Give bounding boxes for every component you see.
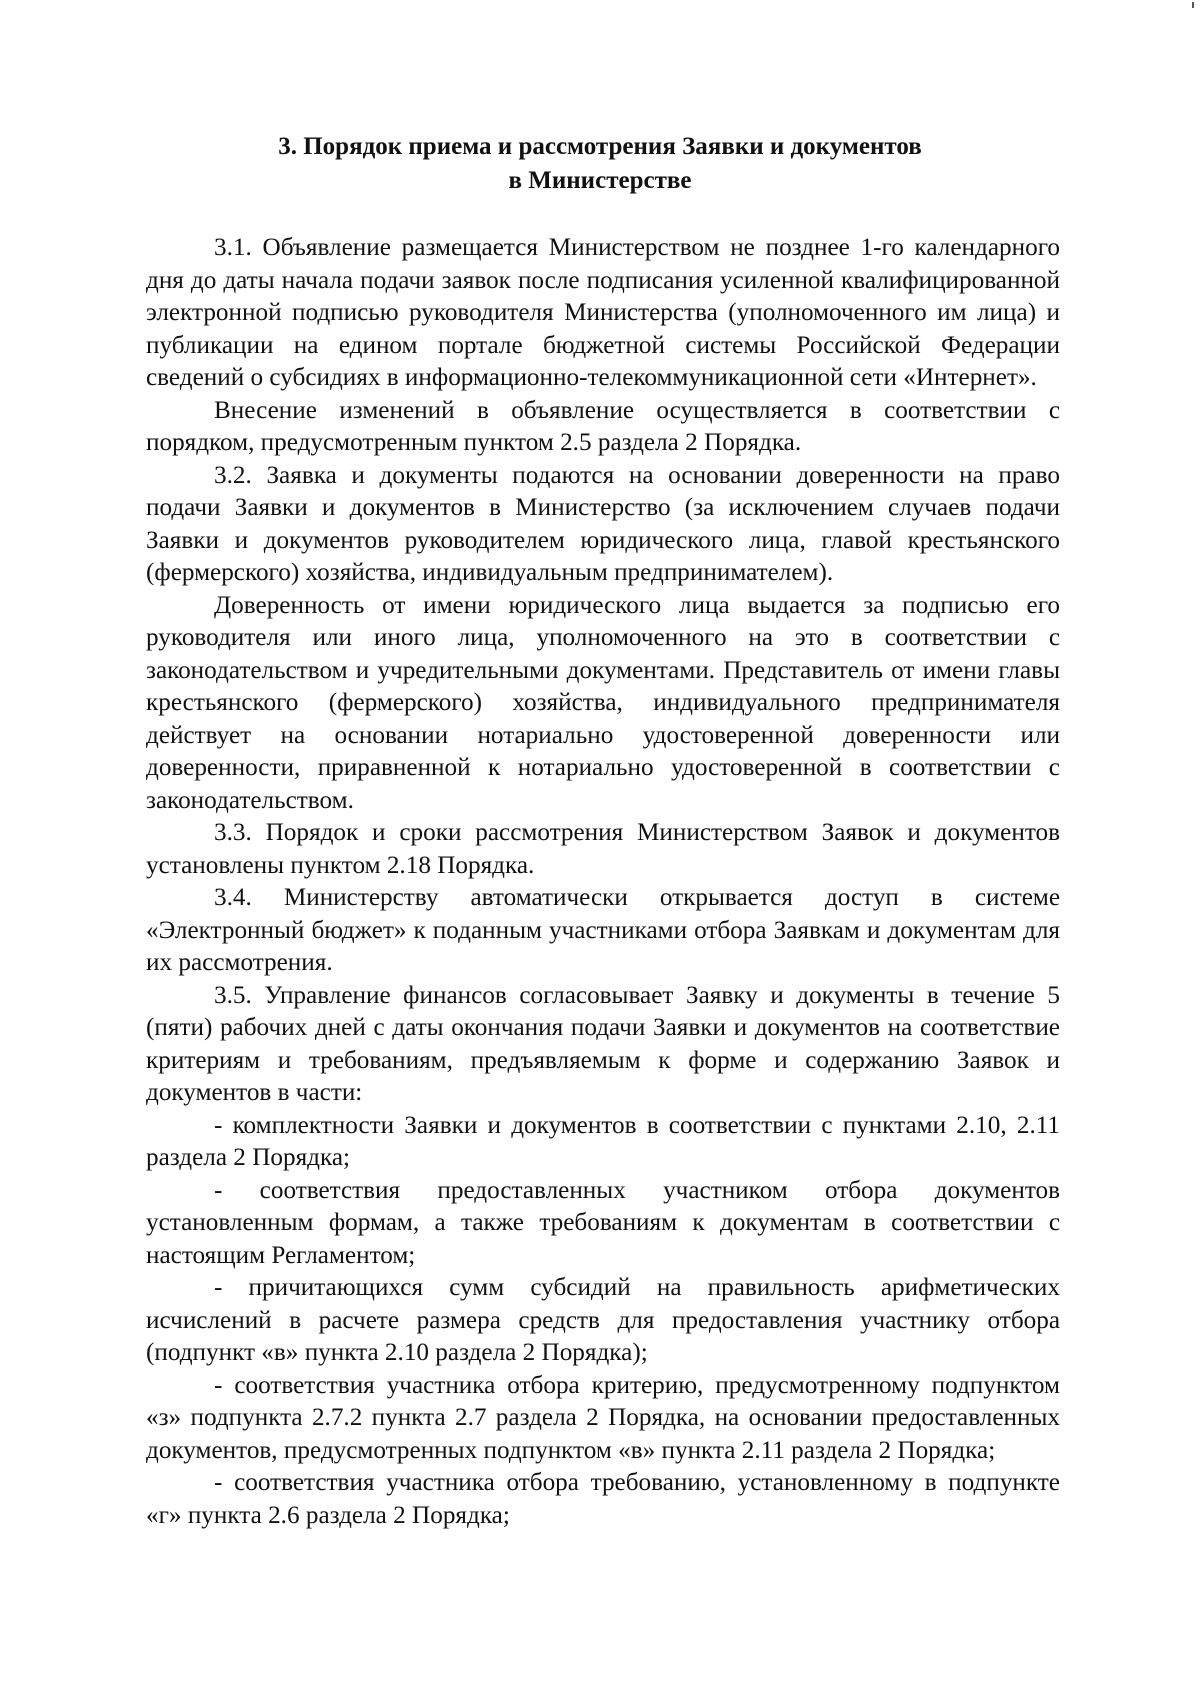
paragraph-3-5: 3.5. Управление финансов согласовывает Заявку и документы в течение 5 (пяти) рабочих дней с даты окончания подачи Заявки и документов на соответствие критериям и требованиям, предъявляемым к форме и содержанию Заявок и документов в части: (146, 981, 1060, 1106)
paragraph-amendments: Внесение изменений в объявление осуществляется в соответствии с порядком, предусмотренным пунктом 2.5 раздела 2 Порядка. (146, 396, 1060, 456)
section-heading-line-2: в Министерстве (508, 167, 692, 194)
list-item-requirement-compliance: - соответствия участника отбора требованию, установленному в подпункте «г» пункта 2.6 раздела 2 Порядка; (146, 1469, 1060, 1529)
list-item-completeness: - комплектности Заявки и документов в соответствии с пунктами 2.10, 2.11 раздела 2 Порядка; (146, 1111, 1060, 1171)
paragraph-power-of-attorney: Доверенность от имени юридического лица выдается за подписью его руководителя или иного лица, уполномоченного на это в соответствии с законодательством и учредительными документами. Представитель от имени главы крестьянского (фермерского) хозяйства, индивидуального предпринимателя действует на основании нотариально удостоверенной доверенности или доверенности, приравненной к нотариально удостоверенной в соответствии с законодательством. (146, 591, 1060, 814)
list-item-subsidy-amounts: - причитающихся сумм субсидий на правильность арифметических исчислений в расчете размера средств для предоставления участнику отбора (подпункт «в» пункта 2.10 раздела 2 Порядка); (146, 1274, 1060, 1366)
scan-speck (1192, 2, 1194, 8)
paragraph-3-3: 3.3. Порядок и сроки рассмотрения Министерством Заявок и документов установлены пунктом 2.18 Порядка. (146, 819, 1060, 879)
paragraph-3-1: 3.1. Объявление размещается Министерством не позднее 1-го календарного дня до даты начала подачи заявок после подписания усиленной квалифицированной электронной подписью руководителя Министерства (уполномоченного им лица) и публикации на едином портале бюджетной системы Российской Федерации сведений о субсидиях в информационно-телекоммуникационной сети «Интернет». (146, 234, 1060, 391)
paragraph-3-2: 3.2. Заявка и документы подаются на основании доверенности на право подачи Заявки и документов в Министерство (за исключением случаев подачи Заявки и документов руководителем юридического лица, главой крестьянского (фермерского) хозяйства, индивидуальным предпринимателем). (146, 461, 1060, 586)
list-item-criterion-compliance: - соответствия участника отбора критерию, предусмотренному подпунктом «з» подпункта 2.7.2 пункта 2.7 раздела 2 Порядка, на основании предоставленных документов, предусмотренных подпунктом «в» пункта 2.11 раздела 2 Порядка; (146, 1371, 1060, 1464)
section-heading (0, 130, 1200, 198)
document-body (146, 232, 1060, 1532)
section-heading-line-1: 3. Порядок приема и рассмотрения Заявки и документов (278, 133, 922, 160)
paragraph-3-4: 3.4. Министерству автоматически открывается доступ в системе «Электронный бюджет» к поданным участниками отбора Заявкам и документам для их рассмотрения. (146, 884, 1060, 976)
list-item-forms-compliance: - соответствия предоставленных участником отбора документов установленным формам, а также требованиям к документам в соответствии с настоящим Регламентом; (146, 1176, 1060, 1269)
